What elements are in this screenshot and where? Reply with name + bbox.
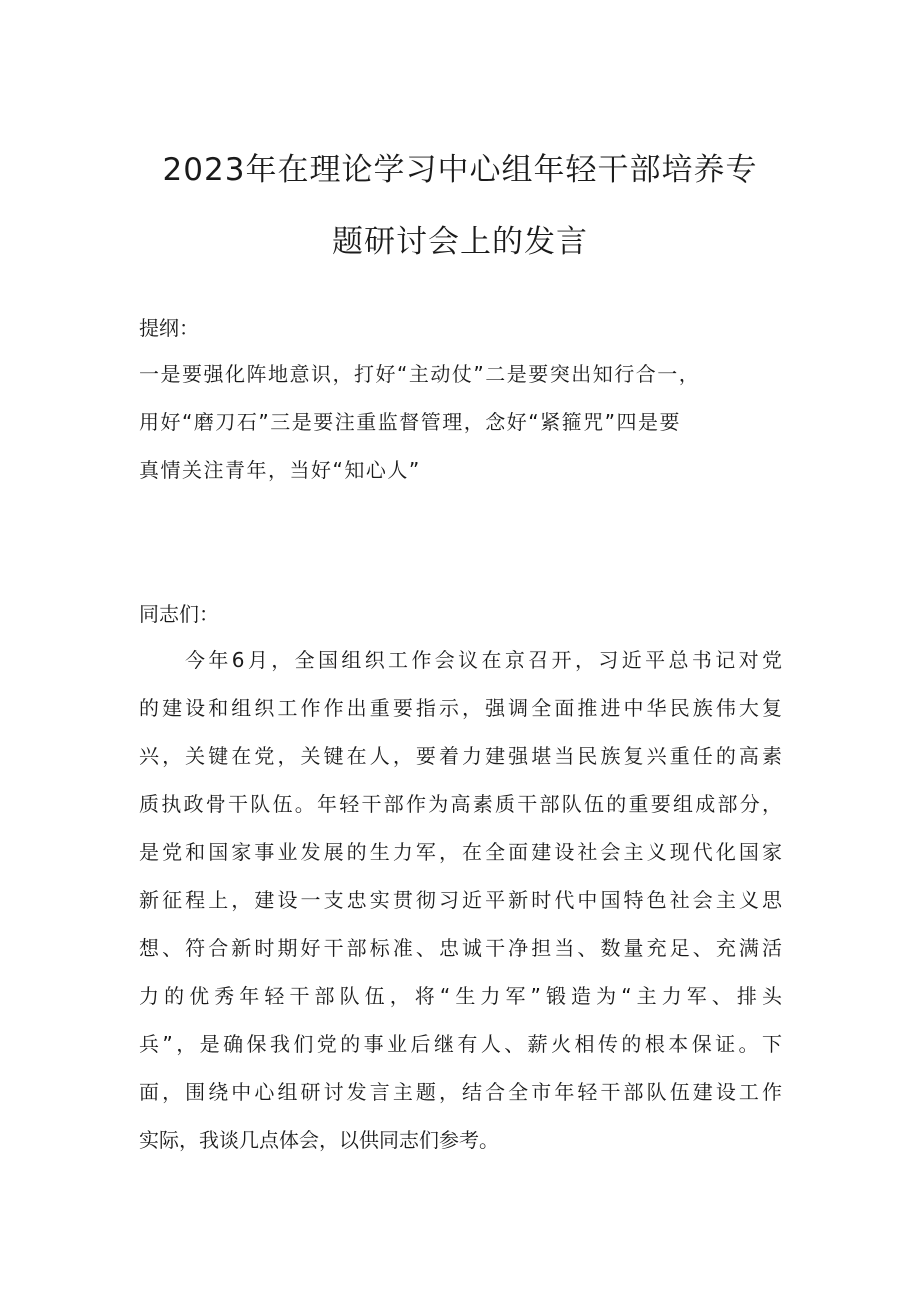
document-title-line-1: 2023年在理论学习中心组年轻干部培养专 <box>162 152 758 188</box>
paragraph-line: 力的优秀年轻干部队伍，将“生力军”锻造为“主力军、排头 <box>139 984 782 1008</box>
paragraph-line: 兵”，是确保我们党的事业后继有人、薪火相传的根本保证。下 <box>139 1032 782 1056</box>
paragraph-line: 质执政骨干队伍。年轻干部作为高素质干部队伍的重要组成部分， <box>139 792 782 816</box>
paragraph-line: 的建设和组织工作作出重要指示，强调全面推进中华民族伟大复 <box>139 696 782 720</box>
outline-line: 用好“磨刀石”三是要注重监督管理，念好“紧箍咒”四是要 <box>139 410 681 434</box>
paragraph-line: 面，围绕中心组研讨发言主题，结合全市年轻干部队伍建设工作 <box>139 1080 782 1104</box>
salutation: 同志们： <box>139 602 219 626</box>
paragraph-line: 是党和国家事业发展的生力军，在全面建设社会主义现代化国家 <box>139 840 782 864</box>
outline-line: 真情关注青年，当好“知心人” <box>139 458 421 482</box>
document-title-line-2: 题研讨会上的发言 <box>332 224 588 260</box>
paragraph-line: 想、符合新时期好干部标准、忠诚干净担当、数量充足、充满活 <box>139 936 782 960</box>
outline-label: 提纲： <box>139 316 199 340</box>
paragraph-line: 今年6月，全国组织工作会议在京召开，习近平总书记对党 <box>185 648 782 672</box>
paragraph-line: 兴，关键在党，关键在人，要着力建强堪当民族复兴重任的高素 <box>139 744 782 768</box>
paragraph-line: 实际，我谈几点体会，以供同志们参考。 <box>139 1128 499 1152</box>
paragraph-line: 新征程上，建设一支忠实贯彻习近平新时代中国特色社会主义思 <box>139 888 782 912</box>
outline-line: 一是要强化阵地意识，打好“主动仗”二是要突出知行合一， <box>139 362 701 386</box>
